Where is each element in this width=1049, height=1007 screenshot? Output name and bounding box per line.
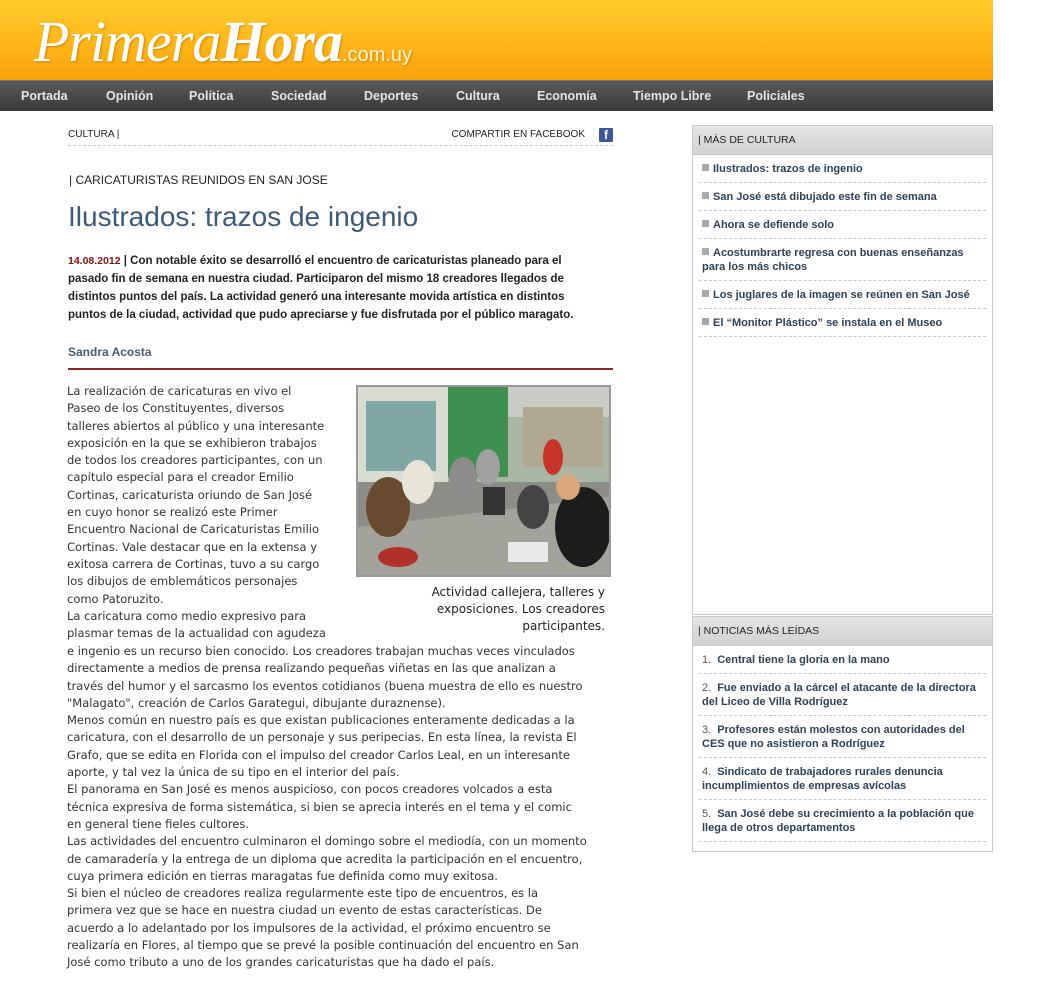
- bullet-square-icon: [702, 248, 709, 255]
- most-read-item[interactable]: [699, 674, 986, 716]
- logo-part-domain: .com.uy: [342, 44, 413, 66]
- more-culture-link[interactable]: San José está dibujado este fin de semana: [713, 191, 937, 203]
- article-lead-text: | Con notable éxito se desarrolló el encuentro de caricaturistas planeado para el pasado fin de semana en nuestra ciudad. Participaron del mismo 18 creadores llegados de distintos puntos del país. La actividad generó una interesante movida artística en distintos puntos de la ciudad, actividad que pudo apreciarse y fue disfrutada por el público maragato.: [68, 255, 574, 321]
- nav-tiempo-libre[interactable]: Tiempo Libre: [633, 89, 712, 103]
- article-date: 14.08.2012: [68, 255, 121, 267]
- bullet-square-icon: [702, 220, 709, 227]
- body-line: Cortinas. Vale destacar que en la extensa y: [67, 539, 318, 554]
- more-culture-item[interactable]: [699, 211, 986, 239]
- body-line: través del humor y el sarcasmo los eventos cotidianos (buena muestra de ello es nuestro: [67, 678, 583, 693]
- share-facebook-link[interactable]: COMPARTIR EN FACEBOOK: [451, 129, 585, 140]
- article-topbar: [68, 127, 613, 146]
- most-read-number: 5.: [702, 808, 712, 820]
- body-line: realizaría en Flores, al tiempo que se prevé la posible continuación del encuentro en San: [67, 938, 579, 953]
- main-nav: [0, 80, 993, 111]
- most-read-item[interactable]: [699, 716, 986, 758]
- more-culture-link[interactable]: El “Monitor Plástico” se instala en el Museo: [713, 317, 943, 329]
- most-read-item[interactable]: [699, 758, 986, 800]
- most-read-header: | NOTICIAS MÁS LEÍDAS: [693, 617, 992, 646]
- body-line: los dibujos de emblemáticos personajes: [67, 574, 298, 589]
- bullet-square-icon: [702, 164, 709, 171]
- more-culture-header: | MÁS DE CULTURA: [693, 126, 992, 155]
- logo-part-primera: Primera: [34, 9, 221, 74]
- most-read-item[interactable]: [699, 800, 986, 842]
- more-culture-link[interactable]: Ilustrados: trazos de ingenio: [713, 163, 863, 175]
- article-body-narrow: [67, 383, 335, 642]
- body-line: técnica expresiva de forma sistemática, si bien se aprecia interés en el tema y el comic: [67, 799, 572, 814]
- body-line: Encuentro Nacional de Caricaturistas Emilio: [67, 522, 320, 537]
- most-read-number: 4.: [702, 766, 712, 778]
- body-line: talleres abiertos al público y una interesante: [67, 418, 325, 433]
- body-line: Menos común en nuestro país es que existan publicaciones enteramente dedicadas a la: [67, 713, 575, 728]
- body-line: aporte, y tal vez la única de su tipo en el interior del país.: [67, 765, 400, 780]
- most-read-link[interactable]: Central tiene la gloria en la mano: [717, 654, 890, 666]
- more-culture-box: [692, 125, 993, 615]
- body-line: e ingenio es un recurso bien conocido. Los creadores trabajan muchas veces vinculados: [67, 644, 575, 658]
- nav-deportes[interactable]: Deportes: [364, 89, 419, 103]
- body-line: caricatura, con el desarrollo de un personaje y sus peripecias. En esta línea, la revista El: [67, 730, 577, 745]
- body-line: Si bien el núcleo de creadores realiza regularmente este tipo de encuentros, es la: [67, 886, 539, 901]
- body-line: capítulo especial para el creador Emilio: [67, 470, 294, 485]
- article-kicker: | CARICATURISTAS REUNIDOS EN SAN JOSE: [69, 173, 328, 187]
- most-read-link[interactable]: San José debe su crecimiento a la población que llega de otros departamentos: [702, 808, 974, 834]
- nav-sociedad[interactable]: Sociedad: [271, 89, 327, 103]
- body-line: de todos los creadores participantes, con un: [67, 453, 323, 468]
- body-line: en cuyo honor se realizó este Primer: [67, 505, 278, 520]
- body-line: "Malagato", creación de Carlos Garategui, dibujante duraznense).: [67, 695, 446, 710]
- body-line: cuya primera edición en tierras maragatas fue definida como muy exitosa.: [67, 868, 498, 883]
- most-read-number: 1.: [702, 654, 712, 666]
- logo-part-hora: Hora: [220, 9, 343, 74]
- article-author: Sandra Acosta: [68, 345, 152, 359]
- body-line: directamente a medios de prensa realizando pequeñas viñetas en las que analizan a: [67, 661, 556, 676]
- most-read-box: [692, 616, 993, 852]
- more-culture-link[interactable]: Acostumbrarte regresa con buenas enseñanzas para los más chicos: [702, 247, 964, 273]
- body-line: exposición en la que se exhibieron trabajos: [67, 435, 317, 450]
- body-line: en general tiene fieles cultores.: [67, 816, 249, 831]
- more-culture-link[interactable]: Ahora se defiende solo: [713, 219, 835, 231]
- bullet-square-icon: [702, 318, 709, 325]
- nav-portada[interactable]: Portada: [21, 89, 68, 103]
- most-read-item[interactable]: [699, 646, 986, 674]
- more-culture-item[interactable]: [699, 183, 986, 211]
- site-header: [0, 0, 993, 80]
- street-scene-image: [358, 387, 609, 575]
- nav-politica[interactable]: Política: [189, 89, 234, 103]
- facebook-icon[interactable]: f: [599, 128, 613, 142]
- bullet-square-icon: [702, 290, 709, 297]
- most-read-number: 3.: [702, 724, 712, 736]
- body-line: primera vez que se hace en nuestra ciudad un evento de estas características. De: [67, 903, 542, 918]
- section-link[interactable]: CULTURA |: [68, 129, 120, 140]
- more-culture-item[interactable]: [699, 309, 986, 337]
- photo-caption: Actividad callejera, talleres y exposiciones. Los creadores participantes.: [431, 585, 605, 633]
- body-line: como Patoruzito.: [67, 591, 164, 606]
- author-divider: [68, 368, 613, 370]
- nav-policiales[interactable]: Policiales: [747, 89, 805, 103]
- most-read-link[interactable]: Fue enviado a la cárcel el atacante de la directora del Liceo de Villa Rodríguez: [702, 682, 976, 708]
- body-line: acuerdo a lo adelantado por los impulsores de la actividad, el próximo encuentro se: [67, 920, 551, 935]
- article-title: Ilustrados: trazos de ingenio: [68, 201, 419, 232]
- body-line: exitosa carrera de Cortinas, tuvo a su cargo: [67, 556, 320, 571]
- article-body-wide: [67, 643, 612, 972]
- more-culture-item[interactable]: [699, 239, 986, 281]
- nav-cultura[interactable]: Cultura: [456, 89, 500, 103]
- most-read-number: 2.: [702, 682, 712, 694]
- article-lead: [68, 252, 588, 324]
- body-line: Paseo de los Constituyentes, diversos: [67, 401, 285, 416]
- nav-opinion[interactable]: Opinión: [106, 89, 154, 103]
- body-line: José como tributo a uno de los grandes caricaturistas que ha dado el país.: [67, 955, 495, 970]
- body-line: Cortinas, caricaturista oriundo de San José: [67, 487, 313, 502]
- most-read-link[interactable]: Sindicato de trabajadores rurales denuncia incumplimientos de empresas avícolas: [702, 766, 943, 792]
- body-line: La realización de caricaturas en vivo el: [67, 384, 292, 398]
- body-line: de camaradería y la entrega de un diploma que acredita la participación en el encuentro,: [67, 851, 583, 866]
- bullet-square-icon: [702, 192, 709, 199]
- body-line: Las actividades del encuentro culminaron el domingo sobre el mediodía, con un momento: [67, 834, 587, 849]
- body-line: Grafo, que se edita en Florida con el impulso del creador Carlos Leal, en un interesante: [67, 747, 570, 762]
- more-culture-item[interactable]: [699, 281, 986, 309]
- body-line: La caricatura como medio expresivo para: [67, 608, 307, 623]
- body-line: El panorama en San José es menos auspicioso, con pocos creadores volcados a esta: [67, 782, 553, 797]
- article-photo[interactable]: [356, 385, 611, 577]
- more-culture-link[interactable]: Los juglares de la imagen se reúnen en San José: [713, 289, 970, 301]
- site-logo[interactable]: [34, 8, 412, 75]
- most-read-link[interactable]: Profesores están molestos con autoridades del CES que no asistieron a Rodríguez: [702, 724, 965, 750]
- body-line: plasmar temas de la actualidad con agudeza: [67, 626, 326, 641]
- more-culture-item[interactable]: [699, 155, 986, 183]
- nav-economia[interactable]: Economía: [537, 89, 597, 103]
